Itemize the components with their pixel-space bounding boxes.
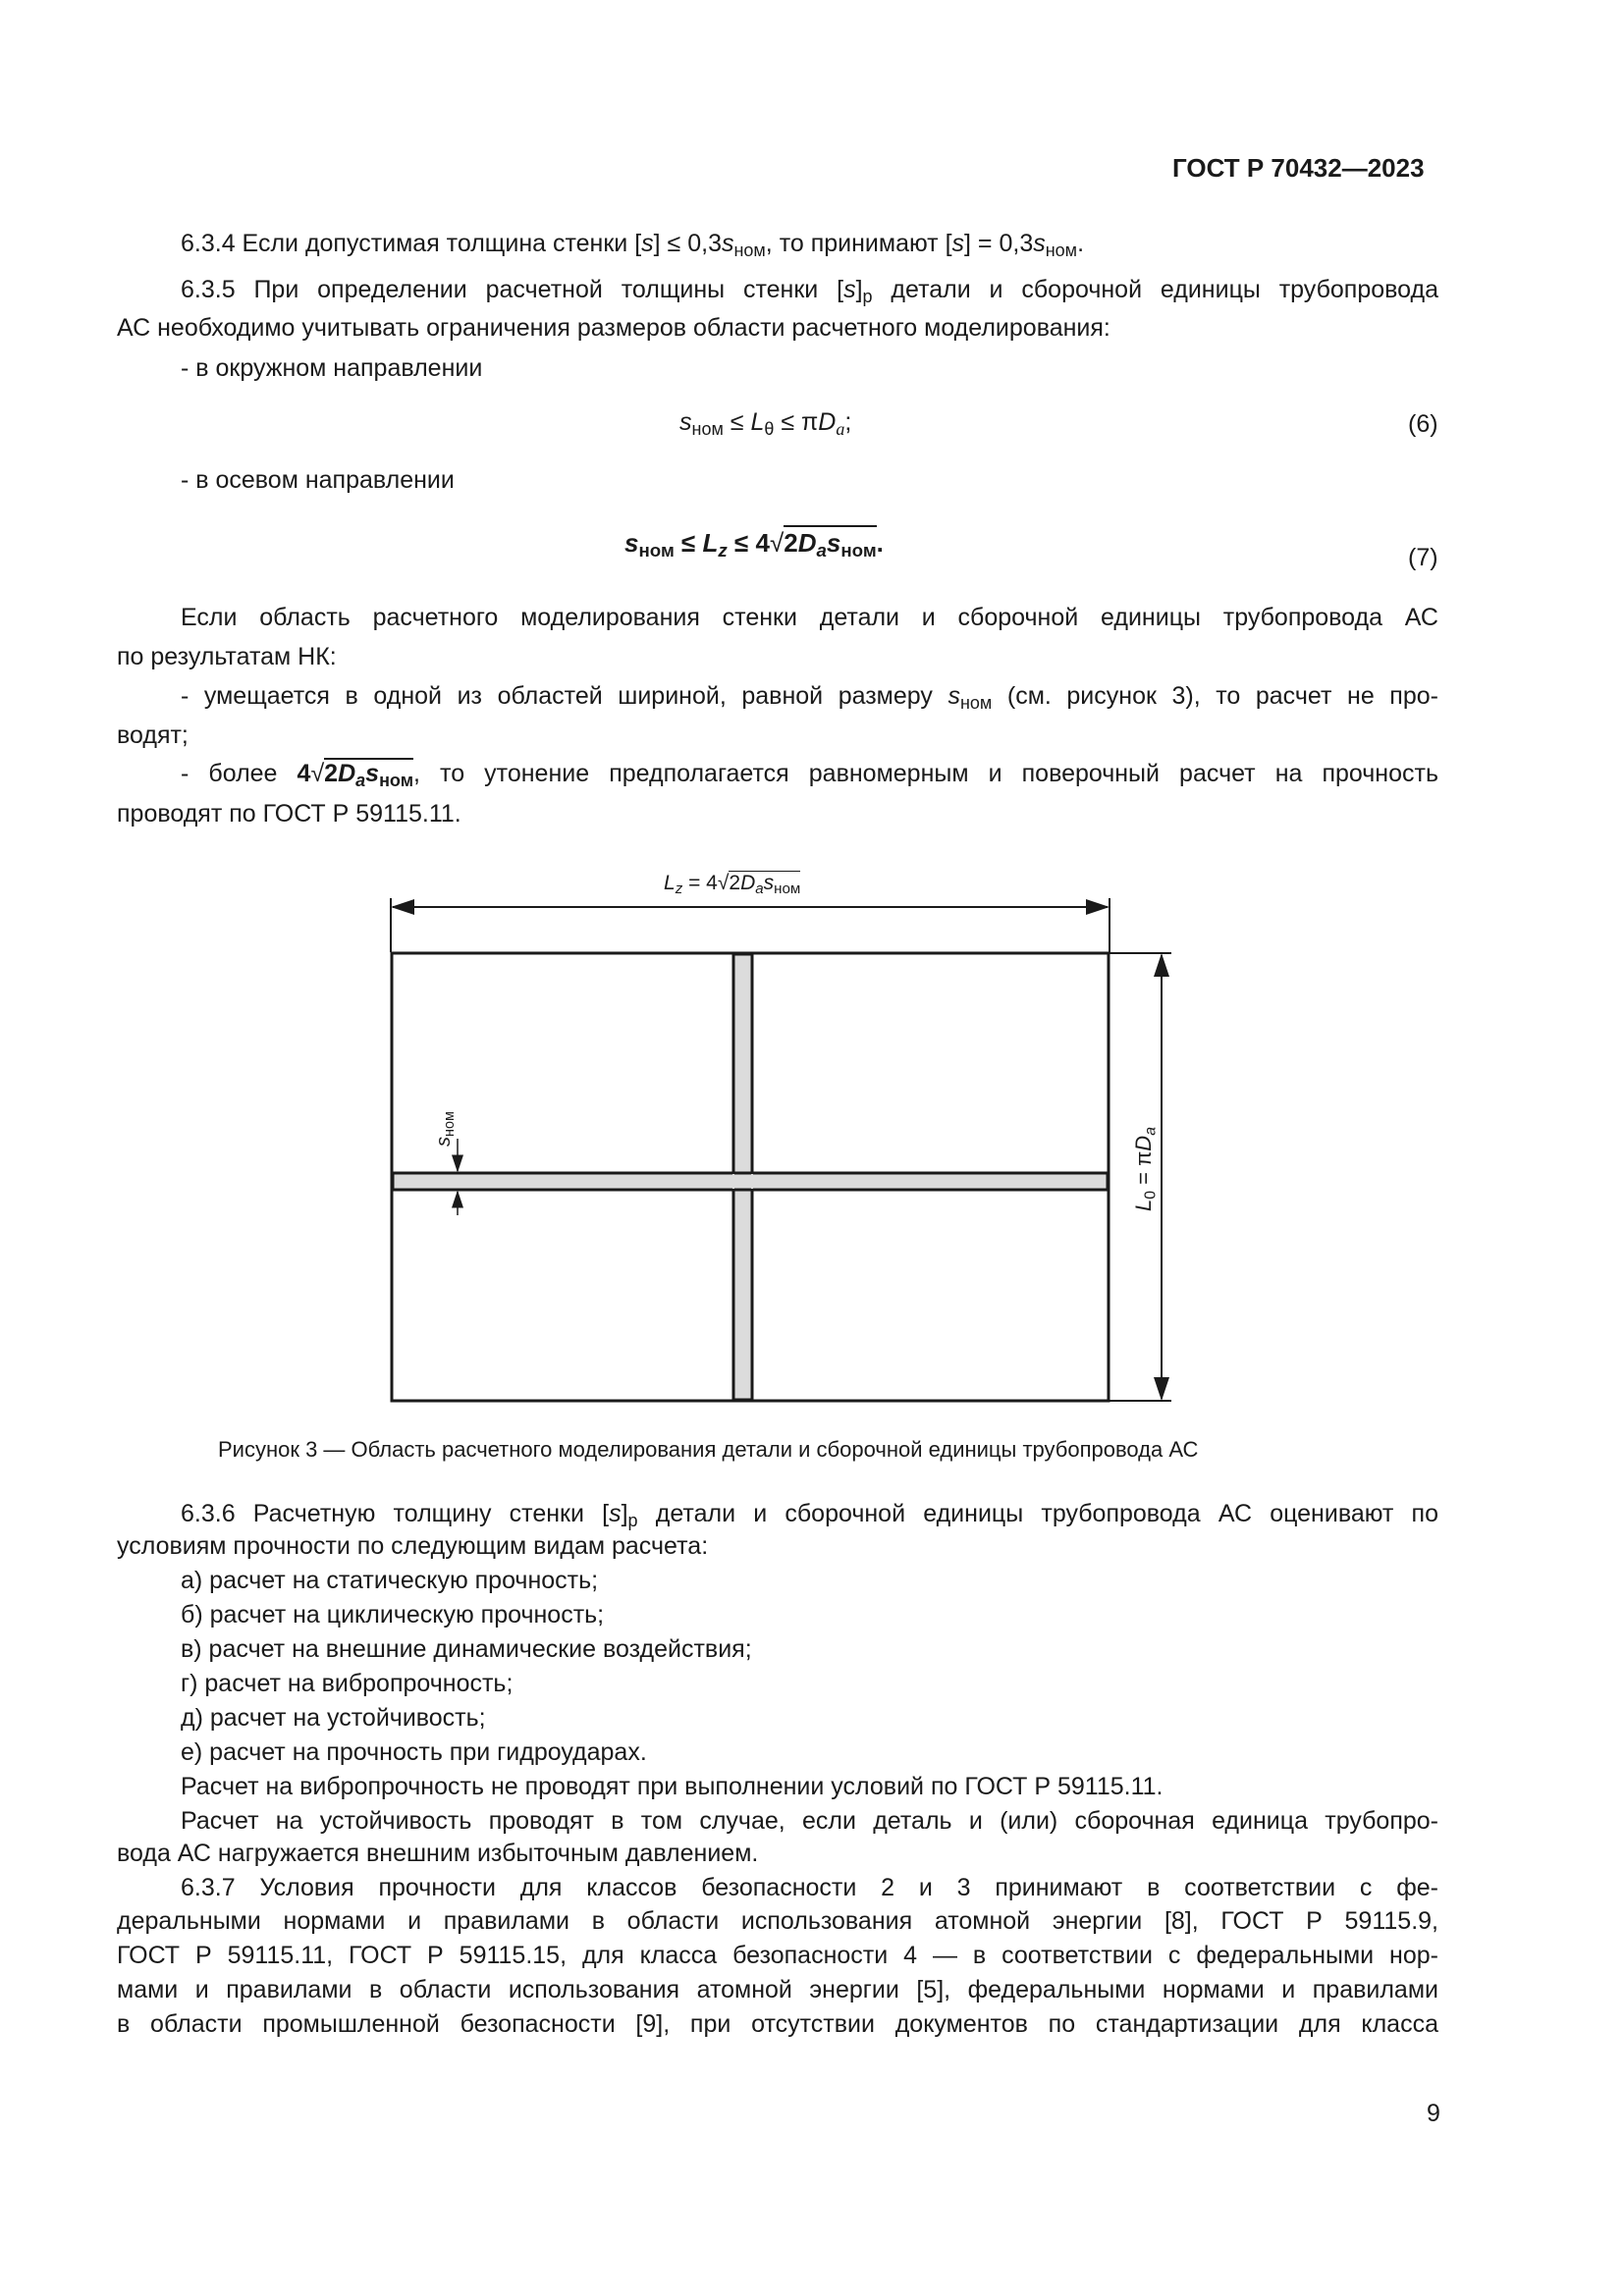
equation-7-number: (7) (1408, 544, 1438, 571)
paragraph-if-line1: Если область расчетного моделирования стенки детали и сборочной единицы трубопровода АС (181, 604, 1438, 631)
figure-caption: Рисунок 3 — Область расчетного моделирования детали и сборочной единицы трубопровода АС (218, 1437, 1199, 1462)
list-item: е) расчет на прочность при гидроударах. (181, 1738, 647, 1766)
lz-label: $L_z = 4√2D_as_{ном}$ (664, 872, 801, 898)
paragraph-6-3-7-line1: 6.3.7 Условия прочности для классов безопасности 2 и 3 принимают в соответствии с фе- (181, 1874, 1438, 1901)
paragraph-6-3-5-line1: 6.3.5 При определении расчетной толщины стенки $[s]_р$ детали и сборочной единицы трубопровода (181, 276, 1438, 307)
paragraph-6-3-5-line2: АС необходимо учитывать ограничения размеров области расчетного моделирования: (117, 314, 1110, 342)
vertical-strip (733, 954, 752, 1400)
vibration-note: Расчет на вибропрочность не проводят при выполнении условий по ГОСТ Р 59115.11. (181, 1773, 1164, 1800)
paragraph-6-3-4: 6.3.4 Если допустимая толщина стенки $[s] \le 0,3s_{ном}$, то принимают $[s] = 0,3s_{ном}$. (181, 230, 1085, 261)
list-item: б) расчет на циклическую прочность; (181, 1601, 605, 1629)
stability-note-line2: вода АС нагружается внешним избыточным давлением. (117, 1840, 759, 1867)
list-item: в) расчет на внешние динамические воздействия; (181, 1635, 752, 1663)
equation-6: $s_{ном} \le L_\theta \le \pi D_a$; (679, 408, 852, 440)
l0-label: $L_0 = \pi D_a$ (1131, 1126, 1160, 1212)
paragraph-6-3-6-line2: условиям прочности по следующим видам расчета: (117, 1532, 709, 1560)
equation-6-number: (6) (1408, 410, 1438, 438)
horizontal-strip (393, 1173, 1108, 1190)
paragraph-if-line2: по результатам НК: (117, 643, 337, 670)
paragraph-6-3-7-line4: мами и правилами в области использования атомной энергии [5], федеральными нормами и правилами (117, 1976, 1438, 2003)
paragraph-if-line5: - более $4√2D_as_{ном}$, то утонение предполагается равномерным и поверочный расчет на прочность (181, 760, 1438, 791)
circumferential-direction-label: - в окружном направлении (181, 354, 483, 382)
paragraph-if-line3: - умещается в одной из областей шириной, равной размеру $s_{ном}$ (см. рисунок 3), то расчет не про- (181, 682, 1438, 714)
list-item: а) расчет на статическую прочность; (181, 1567, 599, 1594)
stability-note-line1: Расчет на устойчивость проводят в том случае, если деталь и (или) сборочная единица трубопро- (181, 1807, 1438, 1835)
paragraph-if-line6: проводят по ГОСТ Р 59115.11. (117, 800, 461, 828)
paragraph-6-3-6-line1: 6.3.6 Расчетную толщину стенки $[s]_р$ детали и сборочной единицы трубопровода АС оценивают по (181, 1500, 1438, 1531)
equation-7: $s_{ном} \le L_z \le 4√2D_as_{ном}$. (624, 530, 884, 556)
paragraph-6-3-7-line2: деральными нормами и правилами в области использования атомной энергии [8], ГОСТ Р 59115.9, (117, 1907, 1438, 1935)
paragraph-6-3-7-line5: в области промышленной безопасности [9], при отсутствии документов по стандартизации для класса (117, 2010, 1438, 2038)
list-item: д) расчет на устойчивость; (181, 1704, 486, 1732)
paragraph-if-line4: водят; (117, 721, 189, 749)
paragraph-6-3-7-line3: ГОСТ Р 59115.11, ГОСТ Р 59115.15, для класса безопасности 4 — в соответствии с федеральными нор- (117, 1942, 1438, 1969)
snom-label: $s_{ном}$ (433, 1111, 459, 1147)
modeling-region-rect (392, 953, 1109, 1401)
document-id: ГОСТ Р 70432—2023 (1172, 153, 1425, 183)
page-number: 9 (1427, 2100, 1440, 2127)
axial-direction-label: - в осевом направлении (181, 466, 455, 494)
list-item: г) расчет на вибропрочность; (181, 1670, 514, 1697)
